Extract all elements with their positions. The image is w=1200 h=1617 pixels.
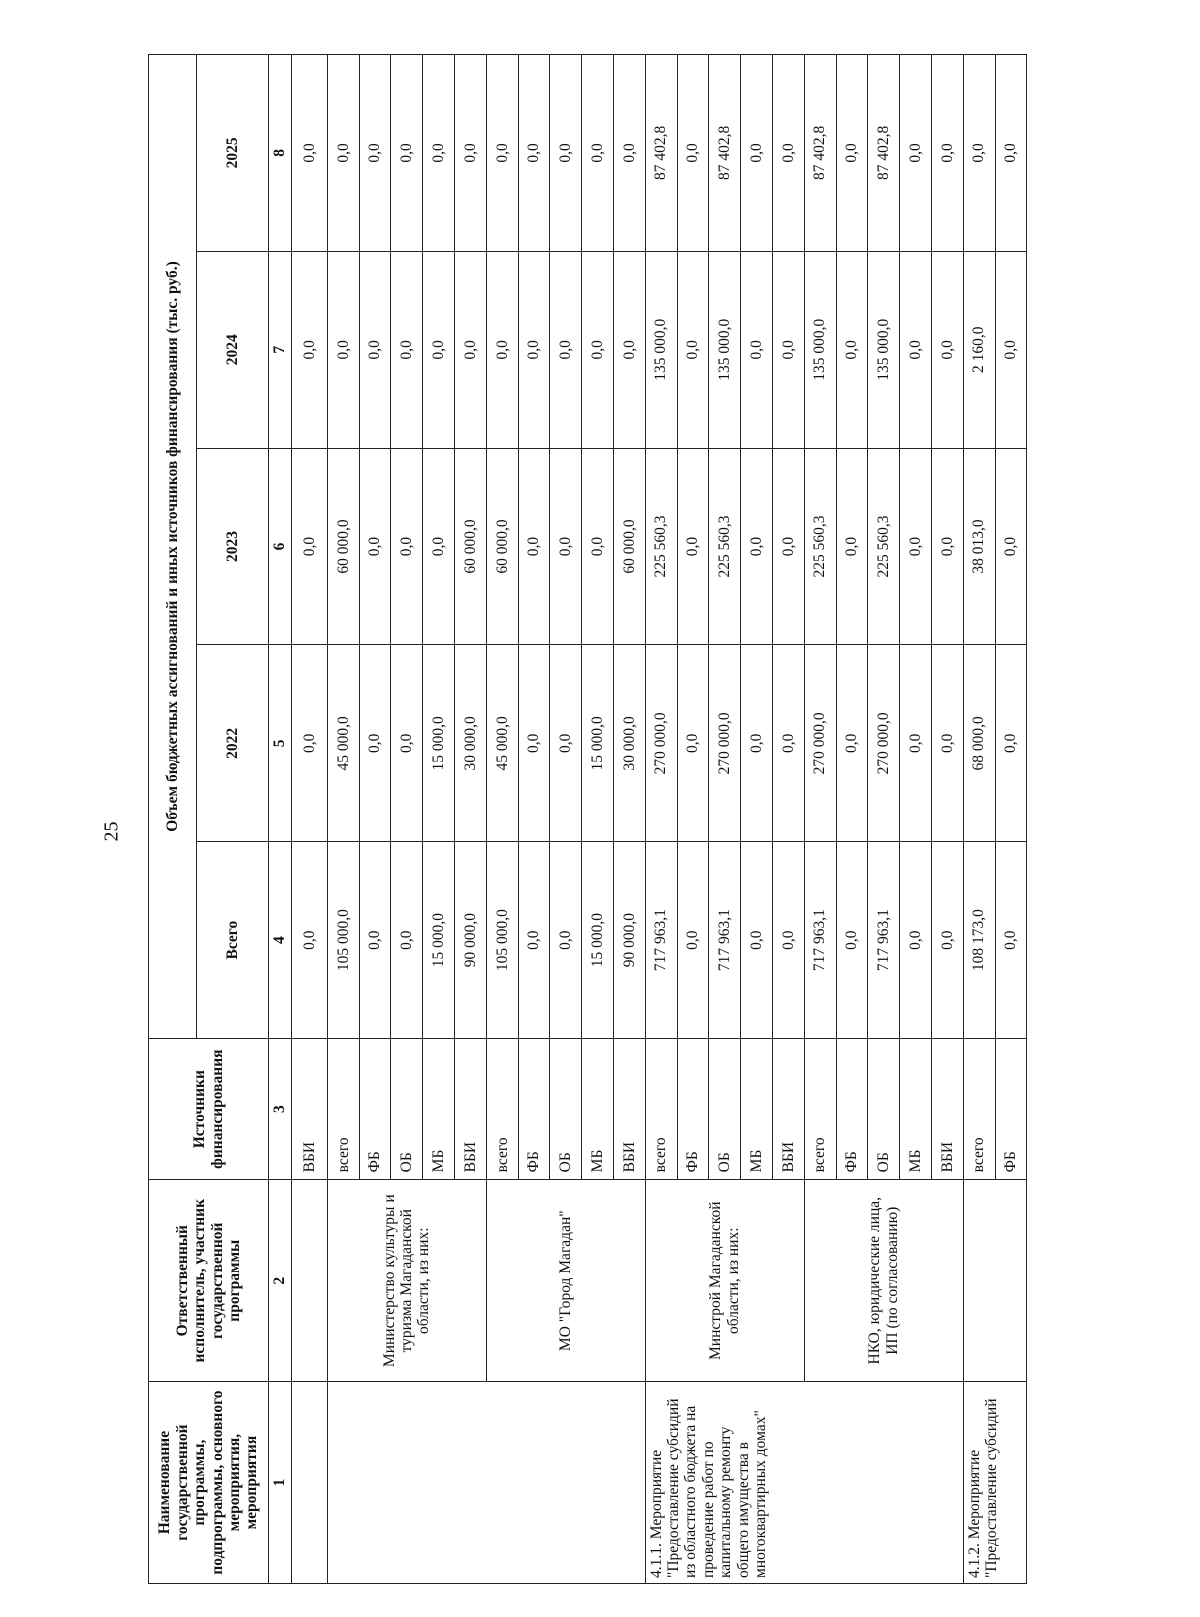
amount-cell: 0,0: [677, 55, 709, 252]
amount-cell: 0,0: [741, 448, 773, 645]
amount-cell: 717 963,1: [868, 842, 900, 1039]
amount-cell: 0,0: [741, 842, 773, 1039]
header-year-2025: 2025: [197, 55, 269, 252]
page-number: 25: [100, 821, 123, 842]
source-cell: ФБ: [995, 1039, 1027, 1180]
source-cell: ОБ: [550, 1039, 582, 1180]
amount-cell: 0,0: [582, 251, 614, 448]
amount-cell: 105 000,0: [327, 842, 359, 1039]
amount-cell: 0,0: [518, 448, 550, 645]
amount-cell: 60 000,0: [454, 448, 486, 645]
amount-cell: 87 402,8: [709, 55, 741, 252]
amount-cell: 0,0: [518, 251, 550, 448]
column-number: 7: [269, 251, 292, 448]
measure-name-cell: [327, 1382, 645, 1584]
amount-cell: 0,0: [454, 55, 486, 252]
amount-cell: 0,0: [677, 842, 709, 1039]
source-cell: всего: [486, 1039, 518, 1180]
source-cell: ФБ: [359, 1039, 391, 1180]
amount-cell: 0,0: [292, 645, 328, 842]
funding-table: [148, 54, 1027, 1584]
amount-cell: 0,0: [292, 251, 328, 448]
header-year-2022: 2022: [197, 645, 269, 842]
amount-cell: 0,0: [391, 448, 423, 645]
amount-cell: 0,0: [995, 251, 1027, 448]
amount-cell: 0,0: [550, 448, 582, 645]
amount-cell: 108 173,0: [963, 842, 995, 1039]
source-cell: ВБИ: [931, 1039, 963, 1180]
amount-cell: 15 000,0: [423, 842, 455, 1039]
measure-name-cell: 4.1.1. Мероприятие "Предоставление субсидий из областного бюджета на проведение работ по капитальному ремонту общего имущества в многоквартирных домах": [645, 1382, 963, 1584]
amount-cell: 0,0: [931, 251, 963, 448]
amount-cell: 0,0: [931, 448, 963, 645]
table-body: [269, 55, 1027, 1584]
source-cell: всего: [327, 1039, 359, 1180]
amount-cell: 270 000,0: [709, 645, 741, 842]
amount-cell: 270 000,0: [868, 645, 900, 842]
amount-cell: 30 000,0: [454, 645, 486, 842]
header-executor: Ответственный исполнитель, участник государственной программы: [149, 1180, 269, 1382]
amount-cell: 45 000,0: [486, 645, 518, 842]
amount-cell: 0,0: [486, 251, 518, 448]
amount-cell: 38 013,0: [963, 448, 995, 645]
amount-cell: 0,0: [677, 251, 709, 448]
amount-cell: 0,0: [931, 842, 963, 1039]
amount-cell: 2 160,0: [963, 251, 995, 448]
header-year-2023: 2023: [197, 448, 269, 645]
source-cell: ОБ: [868, 1039, 900, 1180]
amount-cell: 0,0: [518, 645, 550, 842]
amount-cell: 0,0: [772, 645, 804, 842]
amount-cell: 0,0: [518, 55, 550, 252]
amount-cell: 0,0: [391, 645, 423, 842]
amount-cell: 0,0: [359, 842, 391, 1039]
column-number: 6: [269, 448, 292, 645]
amount-cell: 0,0: [741, 645, 773, 842]
amount-cell: 135 000,0: [868, 251, 900, 448]
amount-cell: 90 000,0: [613, 842, 645, 1039]
source-cell: ФБ: [518, 1039, 550, 1180]
amount-cell: 0,0: [292, 55, 328, 252]
source-cell: ВБИ: [292, 1039, 328, 1180]
source-cell: всего: [804, 1039, 836, 1180]
amount-cell: 0,0: [677, 448, 709, 645]
amount-cell: 717 963,1: [804, 842, 836, 1039]
amount-cell: 105 000,0: [486, 842, 518, 1039]
amount-cell: 0,0: [677, 645, 709, 842]
amount-cell: 0,0: [359, 55, 391, 252]
amount-cell: 0,0: [327, 251, 359, 448]
header-funding: Объем бюджетных ассигнований и иных источников финансирования (тыс. руб.): [149, 55, 197, 1039]
amount-cell: 0,0: [741, 251, 773, 448]
amount-cell: 0,0: [550, 842, 582, 1039]
column-number: 4: [269, 842, 292, 1039]
amount-cell: 60 000,0: [486, 448, 518, 645]
amount-cell: 87 402,8: [645, 55, 677, 252]
amount-cell: 0,0: [613, 55, 645, 252]
amount-cell: 135 000,0: [804, 251, 836, 448]
amount-cell: 0,0: [900, 55, 932, 252]
amount-cell: 0,0: [582, 448, 614, 645]
column-number: 8: [269, 55, 292, 252]
amount-cell: 0,0: [550, 251, 582, 448]
amount-cell: 68 000,0: [963, 645, 995, 842]
amount-cell: 15 000,0: [423, 645, 455, 842]
column-number: 1: [269, 1382, 292, 1584]
amount-cell: 225 560,3: [645, 448, 677, 645]
amount-cell: 0,0: [772, 55, 804, 252]
amount-cell: 0,0: [836, 251, 868, 448]
amount-cell: 0,0: [772, 842, 804, 1039]
rotated-page: [148, 54, 1200, 1584]
source-cell: ФБ: [677, 1039, 709, 1180]
amount-cell: 717 963,1: [645, 842, 677, 1039]
amount-cell: 0,0: [836, 645, 868, 842]
amount-cell: 87 402,8: [804, 55, 836, 252]
amount-cell: 135 000,0: [709, 251, 741, 448]
amount-cell: 225 560,3: [868, 448, 900, 645]
executor-cell: НКО, юридические лица, ИП (по согласованию): [804, 1180, 963, 1382]
amount-cell: 225 560,3: [804, 448, 836, 645]
amount-cell: 0,0: [292, 448, 328, 645]
column-number: 5: [269, 645, 292, 842]
executor-cell: [963, 1180, 1027, 1382]
amount-cell: 0,0: [613, 251, 645, 448]
amount-cell: 0,0: [423, 448, 455, 645]
amount-cell: 0,0: [772, 448, 804, 645]
amount-cell: 15 000,0: [582, 842, 614, 1039]
amount-cell: 0,0: [423, 55, 455, 252]
source-cell: ОБ: [709, 1039, 741, 1180]
amount-cell: 0,0: [995, 448, 1027, 645]
amount-cell: 60 000,0: [613, 448, 645, 645]
amount-cell: 90 000,0: [454, 842, 486, 1039]
measure-name-cell: [292, 1382, 328, 1584]
source-cell: ВБИ: [772, 1039, 804, 1180]
column-number: 2: [269, 1180, 292, 1382]
amount-cell: 270 000,0: [645, 645, 677, 842]
amount-cell: 135 000,0: [645, 251, 677, 448]
source-cell: ВБИ: [454, 1039, 486, 1180]
amount-cell: 0,0: [995, 55, 1027, 252]
amount-cell: 0,0: [486, 55, 518, 252]
amount-cell: 0,0: [836, 55, 868, 252]
source-cell: МБ: [900, 1039, 932, 1180]
amount-cell: 30 000,0: [613, 645, 645, 842]
amount-cell: 0,0: [550, 645, 582, 842]
amount-cell: 0,0: [836, 842, 868, 1039]
amount-cell: 0,0: [359, 251, 391, 448]
executor-cell: [292, 1180, 328, 1382]
measure-name-cell: 4.1.2. Мероприятие "Предоставление субсидий: [963, 1382, 1027, 1584]
amount-cell: 87 402,8: [868, 55, 900, 252]
amount-cell: 0,0: [931, 55, 963, 252]
header-name: Наименование государственной программы, подпрограммы, основного мероприятия, мероприятия: [149, 1382, 269, 1584]
amount-cell: 0,0: [550, 55, 582, 252]
table-row: [804, 55, 836, 1584]
amount-cell: 0,0: [836, 448, 868, 645]
header-source: Источники финансирования: [149, 1039, 269, 1180]
amount-cell: 0,0: [963, 55, 995, 252]
amount-cell: 0,0: [582, 55, 614, 252]
source-cell: всего: [963, 1039, 995, 1180]
amount-cell: 0,0: [423, 251, 455, 448]
source-cell: ФБ: [836, 1039, 868, 1180]
amount-cell: 0,0: [518, 842, 550, 1039]
source-cell: МБ: [741, 1039, 773, 1180]
column-number: 3: [269, 1039, 292, 1180]
amount-cell: 0,0: [741, 55, 773, 252]
amount-cell: 0,0: [995, 645, 1027, 842]
table-row: [645, 55, 677, 1584]
amount-cell: 0,0: [292, 842, 328, 1039]
source-cell: МБ: [582, 1039, 614, 1180]
header-year-2024: 2024: [197, 251, 269, 448]
source-cell: ОБ: [391, 1039, 423, 1180]
executor-cell: Минстрой Магаданской области, из них:: [645, 1180, 804, 1382]
amount-cell: 0,0: [327, 55, 359, 252]
amount-cell: 0,0: [900, 448, 932, 645]
amount-cell: 0,0: [995, 842, 1027, 1039]
source-cell: МБ: [423, 1039, 455, 1180]
amount-cell: 0,0: [900, 842, 932, 1039]
executor-cell: Министерство культуры и туризма Магаданской области, из них:: [327, 1180, 486, 1382]
amount-cell: 0,0: [454, 251, 486, 448]
amount-cell: 270 000,0: [804, 645, 836, 842]
amount-cell: 0,0: [931, 645, 963, 842]
amount-cell: 0,0: [900, 645, 932, 842]
amount-cell: 0,0: [900, 251, 932, 448]
amount-cell: 0,0: [391, 251, 423, 448]
amount-cell: 717 963,1: [709, 842, 741, 1039]
amount-cell: 60 000,0: [327, 448, 359, 645]
source-cell: всего: [645, 1039, 677, 1180]
amount-cell: 45 000,0: [327, 645, 359, 842]
amount-cell: 0,0: [391, 842, 423, 1039]
table-row: [327, 55, 359, 1584]
amount-cell: 15 000,0: [582, 645, 614, 842]
table-row: [486, 55, 518, 1584]
column-number-row: [269, 55, 292, 1584]
amount-cell: 0,0: [359, 448, 391, 645]
amount-cell: 0,0: [359, 645, 391, 842]
header-total: Всего: [197, 842, 269, 1039]
source-cell: ВБИ: [613, 1039, 645, 1180]
executor-cell: МО "Город Магадан": [486, 1180, 645, 1382]
table-row: [963, 55, 995, 1584]
amount-cell: 225 560,3: [709, 448, 741, 645]
amount-cell: 0,0: [391, 55, 423, 252]
table-row: [292, 55, 328, 1584]
amount-cell: 0,0: [772, 251, 804, 448]
